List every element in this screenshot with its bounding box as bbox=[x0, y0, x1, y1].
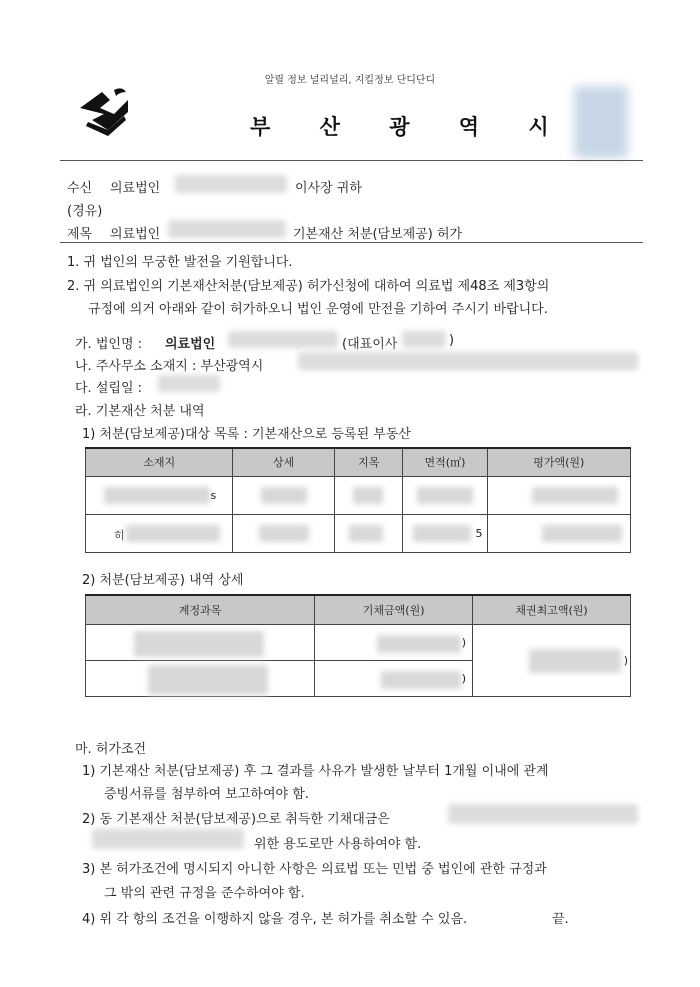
property-list-table bbox=[85, 447, 631, 553]
cell-account bbox=[86, 624, 315, 660]
to-suffix: 이사장 귀하 bbox=[295, 181, 362, 196]
redacted-address bbox=[298, 352, 638, 370]
cell-appraised-value bbox=[487, 514, 630, 552]
condition-2-line-1: 2) 동 기본재산 처분(담보제공)으로 취득한 기채대금은 bbox=[82, 812, 390, 827]
cell-loan-end: ) bbox=[461, 635, 467, 649]
motto: 알릴 정보 널리널리, 지킬정보 단디단디 bbox=[264, 75, 436, 86]
condition-1-line-1: 1) 기본재산 처분(담보제공) 후 그 결과를 사유가 발생한 날부터 1개월 이내에 관계 bbox=[82, 764, 549, 779]
cell-location bbox=[86, 514, 233, 552]
paragraph-1: 1. 귀 법인의 무궁한 발전을 기원합니다. bbox=[67, 255, 293, 270]
cell-land-category bbox=[335, 514, 403, 552]
table-row bbox=[86, 514, 631, 552]
item-ga-value: 의료법인 bbox=[165, 337, 216, 352]
col-location: 소재지 bbox=[86, 448, 233, 476]
item-ga-label: 가. 법인명 : bbox=[75, 337, 143, 352]
col-account: 계정과목 bbox=[86, 595, 315, 624]
redacted-loan-purpose-cont bbox=[92, 829, 244, 849]
condition-2-line-2: 위한 용도로만 사용하여야 함. bbox=[254, 837, 422, 852]
cell-detail bbox=[233, 476, 335, 514]
table-row bbox=[86, 624, 631, 660]
paragraph-2-line-1: 2. 귀 의료법인의 기본재산처분(담보제공) 허가신청에 대하여 의료법 제48조 제3항의 bbox=[67, 279, 550, 294]
busan-logo-icon bbox=[78, 86, 130, 138]
recipient-divider bbox=[60, 242, 643, 243]
conditions-title: 마. 허가조건 bbox=[75, 742, 147, 757]
to-prefix: 의료법인 bbox=[110, 181, 161, 196]
condition-1-line-2: 증빙서류를 첨부하여 보고하여야 함. bbox=[104, 787, 309, 802]
redacted-subject bbox=[168, 220, 286, 238]
redacted-founding-date bbox=[158, 375, 220, 392]
subject-prefix: 의료법인 bbox=[110, 227, 161, 242]
cell-area bbox=[403, 476, 487, 514]
col-detail: 상세 bbox=[233, 448, 335, 476]
cell-area bbox=[403, 514, 487, 552]
col-land-category: 지목 bbox=[335, 448, 403, 476]
sub-section-2: 2) 처분(담보제공) 내역 상세 bbox=[82, 573, 244, 588]
item-da-label: 다. 설립일 : bbox=[75, 381, 143, 396]
redacted-seal bbox=[574, 86, 628, 158]
condition-4: 4) 위 각 항의 조건을 이행하지 않을 경우, 본 허가를 취소할 수 있음. bbox=[82, 912, 468, 927]
cell-max-claim bbox=[473, 624, 631, 696]
item-ga-rep-close: ) bbox=[449, 333, 455, 348]
col-area: 면적(㎡) bbox=[403, 448, 487, 476]
subject-label: 제목 bbox=[67, 227, 93, 242]
col-max-claim: 채권최고액(원) bbox=[473, 595, 631, 624]
redacted-rep-name bbox=[402, 331, 446, 348]
table-header-row bbox=[86, 448, 631, 476]
end-mark: 끝. bbox=[552, 912, 569, 927]
org-name: 부 산 광 역 시 bbox=[250, 115, 570, 139]
cell-loan-amount bbox=[315, 660, 473, 696]
subject-suffix: 기본재산 처분(담보제공) 허가 bbox=[293, 227, 463, 242]
cell-location-start: 히 bbox=[114, 528, 125, 542]
cell-loan-amount bbox=[315, 624, 473, 660]
sub-section-1: 1) 처분(담보제공)대상 목록 : 기본재산으로 등록된 부동산 bbox=[82, 427, 411, 442]
condition-3-line-2: 그 밖의 관련 규정을 준수하여야 함. bbox=[104, 886, 305, 901]
item-ra-label: 라. 기본재산 처분 내역 bbox=[75, 404, 205, 419]
cell-account bbox=[86, 660, 315, 696]
cell-loan-end: ) bbox=[461, 671, 467, 685]
cell-location-end: s bbox=[210, 488, 217, 502]
header-divider bbox=[60, 160, 643, 161]
cell-location bbox=[86, 476, 233, 514]
redacted-recipient bbox=[175, 175, 287, 193]
col-appraised-value: 평가액(원) bbox=[487, 448, 630, 476]
cell-land-category bbox=[335, 476, 403, 514]
collateral-detail-table bbox=[85, 594, 631, 697]
item-na-label: 나. 주사무소 소재지 : 부산광역시 bbox=[75, 359, 264, 374]
cell-max-claim-end: ) bbox=[623, 653, 628, 667]
condition-3-line-1: 3) 본 허가조건에 명시되지 아니한 사항은 의료법 또는 민법 중 법인에 관한 규정과 bbox=[82, 862, 547, 877]
cell-appraised-value bbox=[487, 476, 630, 514]
redacted-corp-name bbox=[228, 331, 338, 348]
paragraph-2-line-2: 규정에 의거 아래와 같이 허가하오니 법인 운영에 만전을 기하여 주시기 바랍니다. bbox=[88, 302, 548, 317]
to-label: 수신 bbox=[67, 181, 93, 196]
table-header-row bbox=[86, 595, 631, 624]
redacted-loan-purpose bbox=[448, 804, 638, 824]
table-row bbox=[86, 476, 631, 514]
item-ga-rep: (대표이사 bbox=[342, 337, 398, 352]
via-label: (경유) bbox=[67, 204, 103, 219]
cell-area-end: 5 bbox=[475, 526, 483, 540]
cell-detail bbox=[233, 514, 335, 552]
col-loan-amount: 기채금액(원) bbox=[315, 595, 473, 624]
